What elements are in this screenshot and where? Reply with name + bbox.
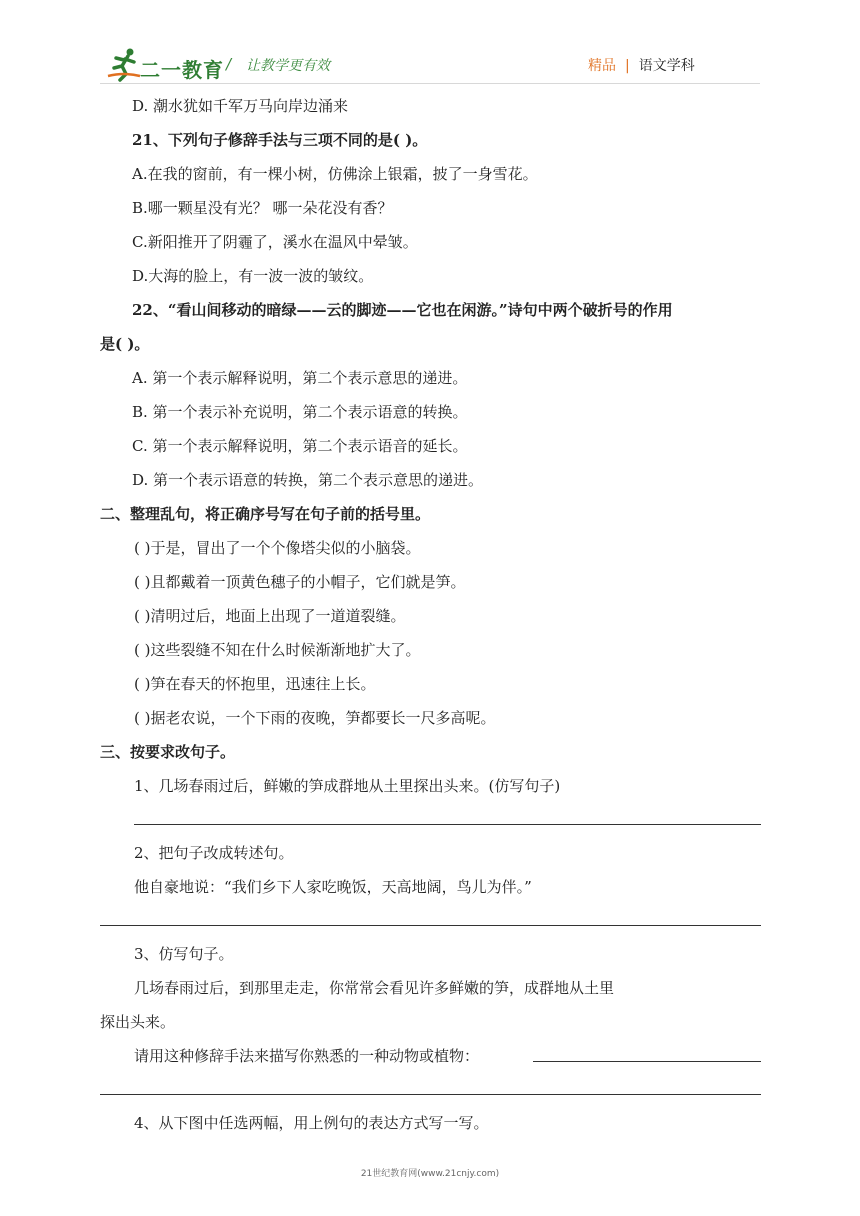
subject-label <box>588 55 695 75</box>
task-3-prompt: 请用这种修辞手法来描写你熟悉的一种动物或植物： <box>134 1047 480 1065</box>
task-1: 1、几场春雨过后，鲜嫩的笋成群地从土里探出头来。(仿写句子) <box>134 777 561 795</box>
q20-option-d: D. 潮水犹如千军万马向岸边涌来 <box>132 97 349 115</box>
sentence-item: ( )清明过后，地面上出现了一道道裂缝。 <box>134 607 406 625</box>
section-2-heading: 二、整理乱句，将正确序号写在句子前的括号里。 <box>100 505 431 523</box>
task-2: 2、把句子改成转述句。 <box>134 844 294 862</box>
q21-option-c: C.新阳推开了阴霾了，溪水在温风中晕皱。 <box>132 233 418 251</box>
answer-line <box>100 1094 761 1095</box>
q21-option-d: D.大海的脸上，有一波一波的皱纹。 <box>132 267 374 285</box>
task-3-example-line2: 探出头来。 <box>100 1013 176 1031</box>
sentence-item: ( )据老农说，一个下雨的夜晚，笋都要长一尺多高呢。 <box>134 709 496 727</box>
q22-option-d: D. 第一个表示语意的转换，第二个表示意思的递进。 <box>132 471 484 489</box>
page-header <box>0 0 860 96</box>
header-divider-line <box>100 83 760 84</box>
task-2-quote: 他自豪地说：“我们乡下人家吃晚饭，天高地阔，鸟儿为伴。” <box>134 878 532 896</box>
header-divider: | <box>625 58 630 74</box>
question-22-line1: 22、“看山间移动的暗绿——云的脚迹——它也在闲游。”诗句中两个破折号的作用 <box>132 301 673 319</box>
q21-option-b: B.哪一颗星没有光？ 哪一朵花没有香？ <box>132 199 393 217</box>
section-3-heading: 三、按要求改句子。 <box>100 743 236 761</box>
sentence-item: ( )于是，冒出了一个个像塔尖似的小脑袋。 <box>134 539 421 557</box>
logo-separator: / <box>226 55 232 73</box>
q22-option-c: C. 第一个表示解释说明，第二个表示语音的延长。 <box>132 437 468 455</box>
answer-line <box>100 925 761 926</box>
answer-line <box>533 1061 761 1062</box>
q22-option-a: A. 第一个表示解释说明，第二个表示意思的递进。 <box>132 369 468 387</box>
subject-name: 语文学科 <box>638 58 695 74</box>
logo-text: 二一教育 <box>140 58 224 82</box>
task-3-example-line1: 几场春雨过后，到那里走走，你常常会看见许多鲜嫩的笋，成群地从土里 <box>134 979 615 997</box>
q22-option-b: B. 第一个表示补充说明，第二个表示语意的转换。 <box>132 403 468 421</box>
brand-logo <box>106 46 346 86</box>
runner-logo-icon <box>106 46 142 82</box>
sentence-item: ( )且都戴着一顶黄色穗子的小帽子，它们就是笋。 <box>134 573 466 591</box>
q21-option-a: A.在我的窗前，有一棵小树，仿佛涂上银霜，披了一身雪花。 <box>132 165 538 183</box>
sentence-item: ( )这些裂缝不知在什么时候渐渐地扩大了。 <box>134 641 421 659</box>
page-footer: 21世纪教育网(www.21cnjy.com) <box>360 1169 500 1179</box>
question-22-line2: 是( )。 <box>100 335 150 353</box>
task-4: 4、从下图中任选两幅，用上例句的表达方式写一写。 <box>134 1114 489 1132</box>
slogan: 让教学更有效 <box>246 58 330 74</box>
premium-badge: 精品 <box>588 58 616 74</box>
task-3: 3、仿写句子。 <box>134 945 234 963</box>
answer-line <box>134 824 761 825</box>
sentence-item: ( )笋在春天的怀抱里，迅速往上长。 <box>134 675 376 693</box>
question-21: 21、下列句子修辞手法与三项不同的是( )。 <box>132 131 428 149</box>
